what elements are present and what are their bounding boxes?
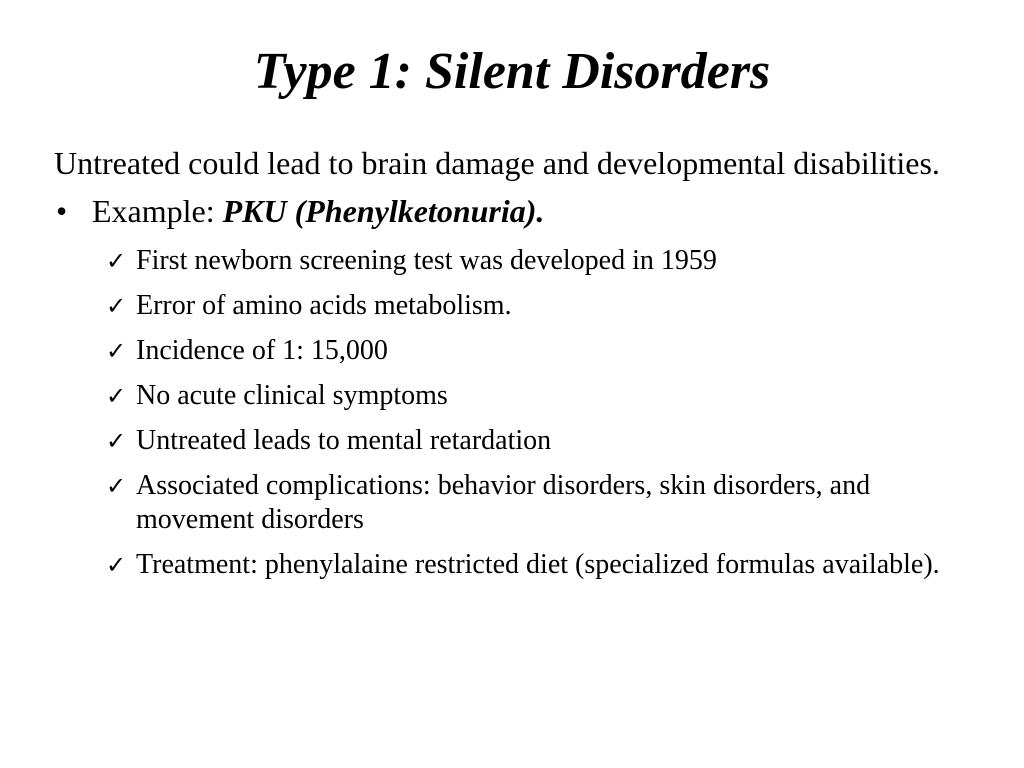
check-item — [106, 548, 994, 582]
check-item — [106, 244, 994, 278]
check-item-text: Untreated leads to mental retardation — [136, 425, 552, 456]
check-item — [106, 424, 994, 458]
check-list — [54, 244, 994, 582]
check-item — [106, 334, 994, 368]
example-prefix: Example: — [92, 193, 223, 229]
check-item-text: Associated complications: behavior disorders, skin disorders, and movement disorders — [136, 470, 871, 535]
check-mark-icon: ✓ — [106, 337, 127, 365]
example-bullet — [54, 192, 994, 230]
check-mark-icon: ✓ — [106, 472, 127, 500]
slide-body — [54, 144, 994, 593]
check-mark-icon: ✓ — [106, 382, 127, 410]
check-mark-icon: ✓ — [106, 292, 127, 320]
check-item-text: Treatment: phenylalaine restricted diet (specialized formulas available). — [136, 549, 940, 580]
slide-title: Type 1: Silent Disorders — [253, 43, 771, 100]
check-item-text: First newborn screening test was developed in 1959 — [136, 245, 717, 276]
intro-text: Untreated could lead to brain damage and developmental disabilities. — [54, 145, 940, 181]
example-emphasis: PKU (Phenylketonuria). — [222, 193, 545, 229]
check-item — [106, 469, 994, 537]
check-item-text: Error of amino acids metabolism. — [136, 290, 512, 321]
check-mark-icon: ✓ — [106, 551, 127, 579]
check-item-text: Incidence of 1: 15,000 — [136, 335, 388, 366]
check-item-text: No acute clinical symptoms — [136, 380, 448, 411]
bullet-marker: • — [56, 193, 68, 229]
check-item — [106, 379, 994, 413]
check-mark-icon: ✓ — [106, 427, 127, 455]
check-item — [106, 289, 994, 323]
check-mark-icon: ✓ — [106, 247, 127, 275]
